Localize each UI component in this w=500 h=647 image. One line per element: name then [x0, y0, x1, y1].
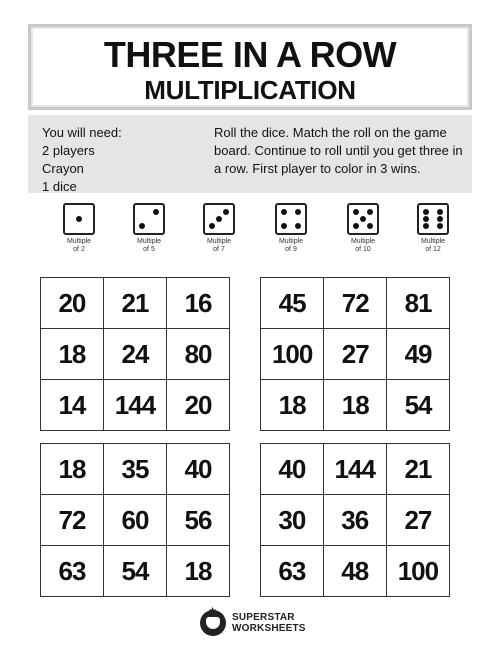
board-cell: 14 — [41, 380, 104, 431]
die-face-1-icon — [63, 203, 95, 235]
die-legend-item — [398, 203, 468, 254]
board-cell: 48 — [323, 546, 386, 597]
brand-name: SUPERSTAR WORKSHEETS — [232, 612, 306, 634]
die-face-4-icon — [275, 203, 307, 235]
materials-item: 1 dice — [42, 179, 77, 194]
board-cell: 21 — [386, 444, 449, 495]
board-cell: 20 — [167, 380, 230, 431]
board-cell: 144 — [323, 444, 386, 495]
board-row — [41, 278, 230, 329]
die-label: Multiple of 5 — [136, 238, 162, 253]
board-row — [261, 546, 450, 597]
board-cell: 63 — [261, 546, 324, 597]
board-cell: 18 — [324, 380, 387, 431]
board-cell: 16 — [167, 278, 230, 329]
materials-heading: You will need: — [42, 125, 122, 140]
title-box — [28, 24, 472, 110]
board-cell: 45 — [261, 278, 324, 329]
die-label: Multiple of 9 — [278, 238, 304, 253]
board-cell: 54 — [104, 546, 167, 597]
board-row — [41, 380, 230, 431]
die-label: Multiple of 2 — [66, 238, 92, 253]
board-cell: 18 — [41, 444, 104, 495]
board-row — [261, 380, 450, 431]
board-row — [261, 329, 450, 380]
board-cell: 63 — [41, 546, 104, 597]
die-face-2-icon — [133, 203, 165, 235]
die-legend-item — [328, 203, 398, 254]
board-cell: 36 — [323, 495, 386, 546]
die-legend-item — [44, 203, 114, 254]
board-cell: 80 — [167, 329, 230, 380]
game-instructions: Roll the dice. Match the roll on the game board. Continue to roll until you get three in a row. First player to color in 3 wins. — [214, 125, 463, 176]
die-label: Multiple of 12 — [420, 238, 446, 253]
page-subtitle: MULTIPLICATION — [144, 75, 356, 105]
board-cell: 144 — [103, 380, 166, 431]
board-cell: 18 — [261, 380, 324, 431]
board-cell: 30 — [261, 495, 324, 546]
board-cell: 21 — [103, 278, 166, 329]
die-legend-item — [114, 203, 184, 254]
board-row — [261, 278, 450, 329]
board-row — [41, 546, 230, 597]
board-cell: 27 — [386, 495, 449, 546]
board-cell: 56 — [167, 495, 230, 546]
instructions-panel — [28, 115, 472, 193]
board-row — [41, 495, 230, 546]
star-face-icon: ★ — [200, 610, 226, 636]
board-cell: 72 — [41, 495, 104, 546]
board-cell: 27 — [324, 329, 387, 380]
brand-logo — [200, 608, 310, 638]
board-row — [41, 444, 230, 495]
board-cell: 100 — [386, 546, 449, 597]
board-cell: 40 — [167, 444, 230, 495]
die-face-5-icon — [347, 203, 379, 235]
die-legend-item — [184, 203, 254, 254]
board-cell: 100 — [261, 329, 324, 380]
board-cell: 18 — [41, 329, 104, 380]
page-title: THREE IN A ROW — [103, 34, 397, 75]
game-board-3 — [40, 443, 230, 597]
materials-list — [42, 124, 122, 196]
board-cell: 49 — [387, 329, 450, 380]
game-board-2 — [260, 277, 450, 431]
die-face-6-icon — [417, 203, 449, 235]
board-row — [261, 444, 450, 495]
materials-item: Crayon — [42, 161, 84, 176]
die-label: Multiple of 10 — [350, 238, 376, 253]
board-row — [261, 495, 450, 546]
board-cell: 60 — [104, 495, 167, 546]
board-cell: 18 — [167, 546, 230, 597]
game-board-1 — [40, 277, 230, 431]
dice-legend — [36, 203, 466, 261]
board-cell: 24 — [103, 329, 166, 380]
board-cell: 35 — [104, 444, 167, 495]
board-cell: 54 — [387, 380, 450, 431]
board-row — [41, 329, 230, 380]
board-cell: 72 — [324, 278, 387, 329]
board-cell: 40 — [261, 444, 324, 495]
die-label: Multiple of 7 — [206, 238, 232, 253]
game-board-4 — [260, 443, 450, 597]
die-legend-item — [256, 203, 326, 254]
board-cell: 20 — [41, 278, 104, 329]
board-cell: 81 — [387, 278, 450, 329]
materials-item: 2 players — [42, 143, 95, 158]
die-face-3-icon — [203, 203, 235, 235]
